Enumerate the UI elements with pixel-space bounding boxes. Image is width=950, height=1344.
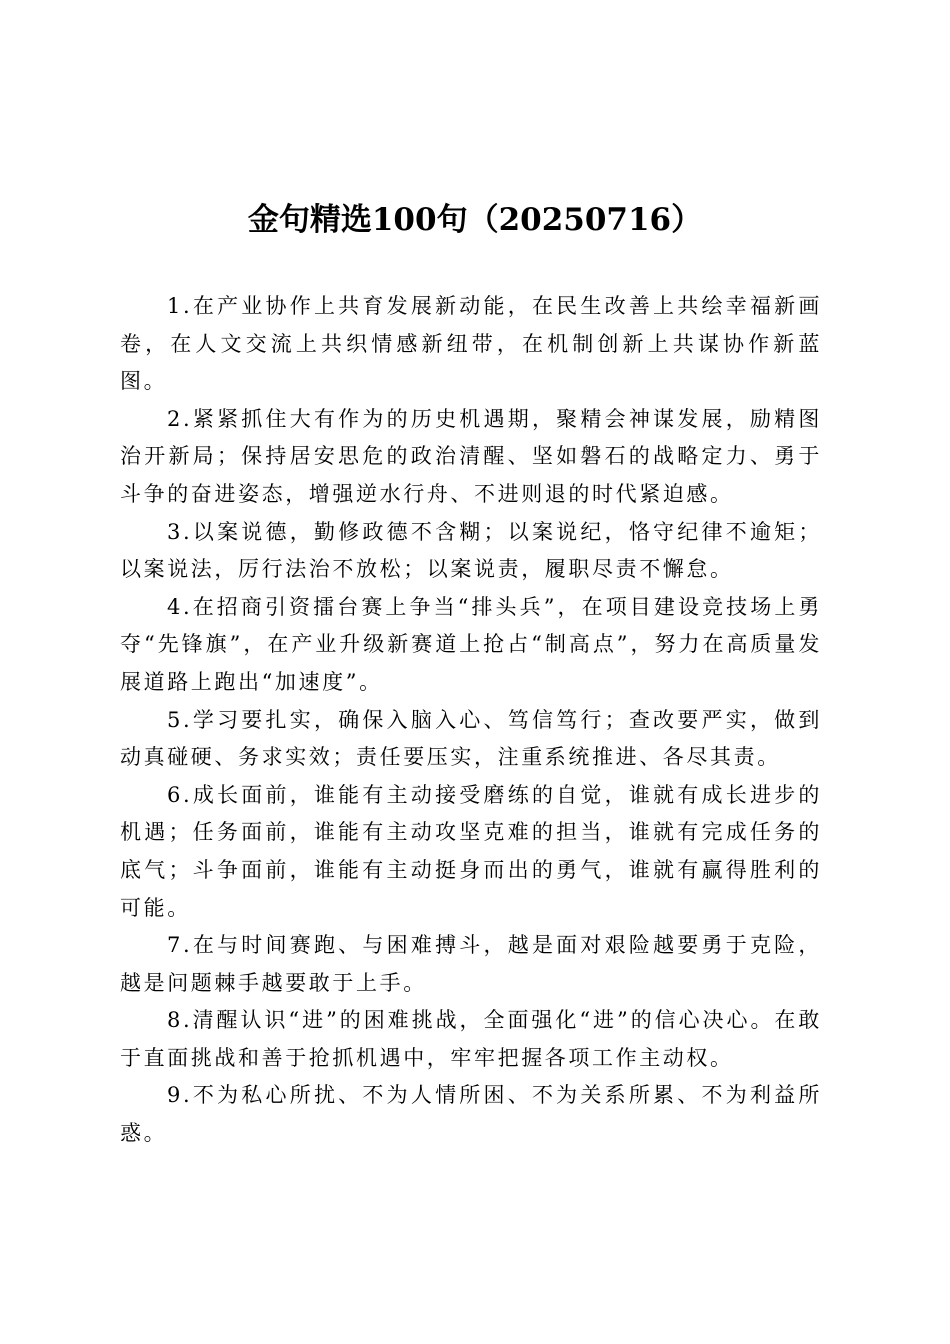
paragraph-8: 8.清醒认识“进”的困难挑战，全面强化“进”的信心决心。在敢于直面挑战和善于抢抓机遇中，牢牢把握各项工作主动权。 [120, 1008, 822, 1070]
paragraph-7: 7.在与时间赛跑、与困难搏斗，越是面对艰险越要勇于克险，越是问题棘手越要敢于上手。 [120, 933, 822, 995]
document-title: 金句精选100句（20250716） [247, 202, 703, 238]
paragraph-3: 3.以案说德，勤修政德不含糊；以案说纪，恪守纪律不逾矩；以案说法，厉行法治不放松；以案说责，履职尽责不懈怠。 [120, 519, 822, 582]
paragraph-2: 2.紧紧抓住大有作为的历史机遇期，聚精会神谋发展，励精图治开新局；保持居安思危的政治清醒、坚如磐石的战略定力、勇于斗争的奋进姿态，增强逆水行舟、不进则退的时代紧迫感。 [120, 406, 822, 506]
document-body [120, 288, 822, 1153]
paragraph-6: 6.成长面前，谁能有主动接受磨练的自觉，谁就有成长进步的机遇；任务面前，谁能有主动攻坚克难的担当，谁就有完成任务的底气；斗争面前，谁能有主动挺身而出的勇气，谁就有赢得胜利的可能。 [120, 782, 822, 920]
paragraph-5: 5.学习要扎实，确保入脑入心、笃信笃行；查改要严实，做到动真碰硬、务求实效；责任要压实，注重系统推进、各尽其责。 [120, 707, 822, 770]
paragraph-9: 9.不为私心所扰、不为人情所困、不为关系所累、不为利益所惑。 [120, 1083, 822, 1146]
paragraph-1: 1.在产业协作上共育发展新动能，在民生改善上共绘幸福新画卷，在人文交流上共织情感新纽带，在机制创新上共谋协作新蓝图。 [120, 294, 822, 394]
paragraph-4: 4.在招商引资擂台赛上争当“排头兵”，在项目建设竞技场上勇夺“先锋旗”，在产业升级新赛道上抢占“制高点”，努力在高质量发展道路上跑出“加速度”。 [120, 594, 822, 694]
